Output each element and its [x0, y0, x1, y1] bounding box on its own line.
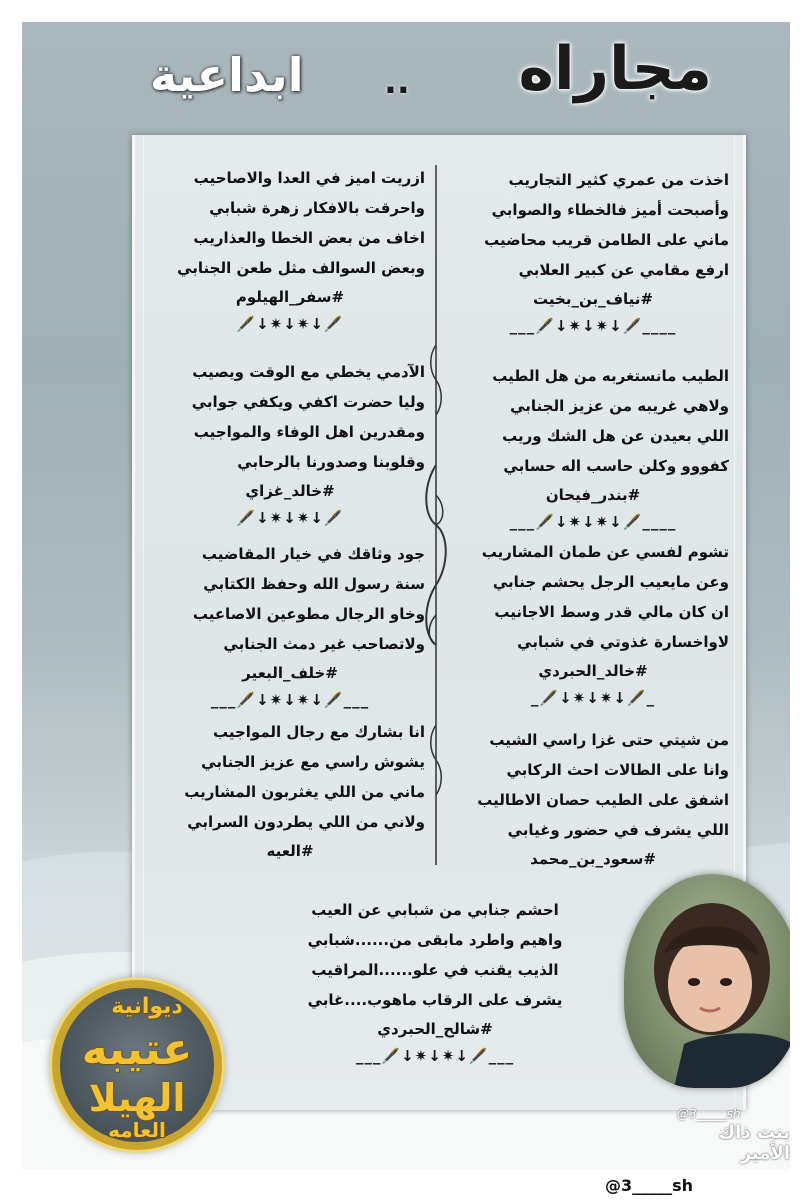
diwaniya-logo-badge	[52, 980, 222, 1160]
poet-hashtag: #بندر_فيحان	[545, 486, 641, 504]
poet-hashtag: #شالح_الحبردي	[377, 1020, 493, 1038]
poem-block	[155, 357, 425, 531]
poet-hashtag: #سعود_بن_محمد	[530, 850, 656, 868]
poem-line: ماني على الطامن قريب محاضيب	[484, 231, 729, 249]
poem-line: وقلوبنا وصدورنا بالرحابي	[237, 453, 425, 471]
poem-line: جود وثاقك في خيار المقاضيب	[201, 545, 425, 563]
poem-block	[155, 163, 425, 337]
poem-line: تشوم لفسي عن طمان المشاريب	[481, 543, 729, 561]
footer-handle: @3_____sh	[605, 1176, 694, 1195]
poem-block	[155, 539, 425, 713]
badge-text-line3: الهيلا	[88, 1076, 186, 1120]
title-separator: ..	[384, 62, 410, 102]
poem-line: من شيتي حتى غزا راسي الشيب	[489, 731, 729, 749]
poem-line: اشفق على الطيب حصان الاطاليب	[477, 791, 729, 809]
poem-line: ان كان مالي قدر وسط الاجانيب	[494, 603, 729, 621]
poem-line: ولاني من اللي يطردون السرابي	[187, 813, 425, 831]
girl-portrait-photo	[624, 874, 790, 1088]
poem-line: واحرقت بالافكار زهرة شبابي	[209, 199, 425, 217]
photo-watermark-name: بنت ذاك الأمير	[718, 1122, 790, 1164]
poem-line: الذيب يقنب في علو......المراقيب	[311, 961, 559, 979]
poem-block	[155, 717, 425, 865]
pen-ornament: _🖋️↓✷↓✷↓🖋️_	[530, 689, 656, 707]
pen-ornament: 🖋️↓✷↓✷↓🖋️	[236, 509, 344, 527]
poem-line: الطيب مانستغربه من هل الطيب	[492, 367, 729, 385]
page-title: مجاراه	[518, 34, 712, 104]
pen-ornament: ___🖋️↓✷↓✷↓🖋️____	[509, 317, 677, 335]
poem-line: ماني من اللي يغثربون المشاريب	[184, 783, 425, 801]
poet-hashtag: #نياف_بن_بخيت	[533, 290, 653, 308]
poem-line: وانا على الطالات احث الركابي	[506, 761, 729, 779]
poem-line: اللي يشرف في حضور وغيابي	[507, 821, 729, 839]
poem-line: اخذت من عمري كثير التجاريب	[508, 171, 729, 189]
page-subtitle: ابداعية	[150, 48, 304, 102]
poem-line: الآدمي يخطي مع الوقت ويصيب	[192, 363, 425, 381]
poem-block	[457, 361, 729, 535]
poem-line: وخاو الرجال مطوعين الاصاعيب	[192, 605, 425, 623]
poet-hashtag: #خالد_غزاي	[245, 482, 335, 500]
poem-line: يشوش راسي مع عزيز الجنابي	[201, 753, 425, 771]
pen-ornament: ___🖋️↓✷↓✷↓🖋️____	[509, 513, 677, 531]
poem-line: ازريت اميز في العدا والاصاحيب	[193, 169, 425, 187]
poem-line: ولاتصاحب غير دمث الجنابي	[223, 635, 425, 653]
poet-hashtag: #سفر_الهيلوم	[235, 288, 345, 306]
poem-line: اخاف من بعض الخطا والعذاريب	[193, 229, 425, 247]
badge-text-line4: العامه	[108, 1118, 166, 1142]
poem-line: احشم جنابي من شبابي عن العيب	[311, 901, 559, 919]
poem-line: وليا حضرت اكفي ويكفي جوابي	[191, 393, 425, 411]
poem-block	[457, 537, 729, 711]
ornamental-divider	[423, 165, 449, 865]
poem-line: سنة رسول الله وحفظ الكتابي	[203, 575, 425, 593]
poem-line: يشرف على الرقاب ماهوب....غابي	[307, 991, 563, 1009]
poet-hashtag: #العيه	[266, 842, 314, 860]
badge-text-line2: عتيبه	[81, 1024, 193, 1075]
poem-line: وأصبحت أميز فالخطاء والصوابي	[491, 201, 729, 219]
pen-ornament: ___🖋️↓✷↓✷↓🖋️___	[210, 691, 370, 709]
poem-block	[457, 725, 729, 873]
poem-line: لاواخسارة غذوتي في شبابي	[517, 633, 729, 651]
poem-line: ومقدرين اهل الوفاء والمواجيب	[193, 423, 425, 441]
portrait-illustration	[624, 874, 790, 1088]
poem-line: انا بشارك مع رجال المواجيب	[212, 723, 425, 741]
background-frame	[22, 22, 790, 1170]
pen-ornament: ___🖋️↓✷↓✷↓🖋️___	[355, 1047, 515, 1065]
photo-watermark-handle: @3_____sh	[677, 1107, 741, 1121]
badge-text-line1: ديوانية	[111, 994, 183, 1019]
poem-block	[457, 165, 729, 339]
poem-line: ولاهي غريبه من عزيز الجنابي	[510, 397, 729, 415]
bottom-poem-block	[285, 895, 585, 1069]
poet-hashtag: #خالد_الحبردي	[538, 662, 648, 680]
poem-line: ارفع مقامي عن كبير العلابي	[518, 261, 729, 279]
poem-line: وعن مايعيب الرجل يحشم جنابي	[492, 573, 729, 591]
poem-line: وبعض السوالف مثل طعن الجنابي	[177, 259, 425, 277]
poet-hashtag: #خلف_البعير	[242, 664, 338, 682]
poem-line: كفووو وكلن حاسب اله حسابي	[503, 457, 729, 475]
poem-line: واهيم واطرد مابقى من......شبابي	[307, 931, 563, 949]
pen-ornament: 🖋️↓✷↓✷↓🖋️	[236, 315, 344, 333]
poem-line: اللي بعيدن عن هل الشك وريب	[502, 427, 729, 445]
